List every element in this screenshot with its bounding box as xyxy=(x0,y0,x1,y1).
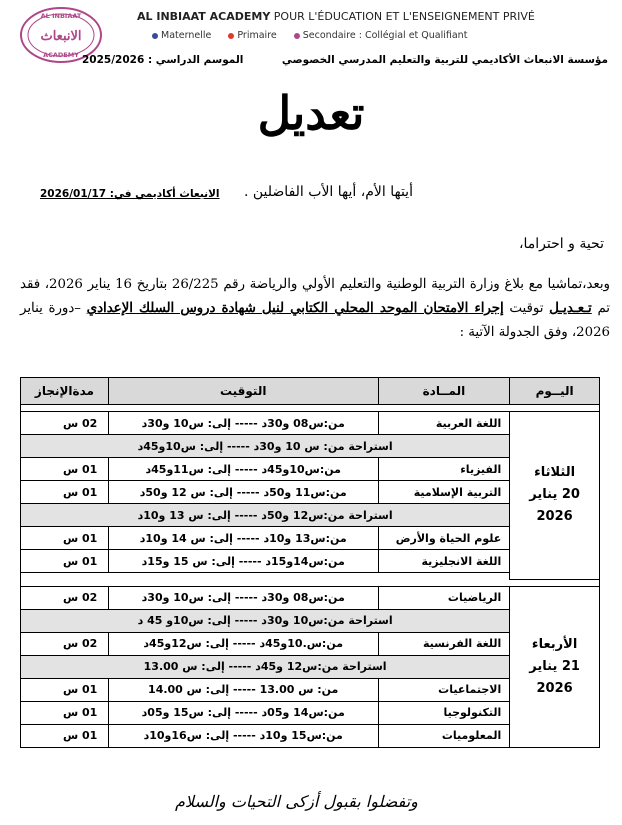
time-cell: من:س08 و30د ----- إلى: س10 و30د xyxy=(108,586,378,609)
duration-cell: 01 س xyxy=(21,458,109,481)
header-timing: التوقيت xyxy=(108,378,378,405)
exam-schedule-table xyxy=(20,377,600,748)
subject-cell: الرياضيات xyxy=(378,586,510,609)
subject-cell: الاجتماعيات xyxy=(378,678,510,701)
duration-cell: 02 س xyxy=(21,412,109,435)
table-row xyxy=(21,412,600,435)
subject-cell: الفيزياء xyxy=(378,458,510,481)
school-season: الموسم الدراسي : 2025/2026 xyxy=(82,54,244,66)
date-line: الانبعاث أكاديمي في: 2026/01/17 xyxy=(40,188,220,200)
institution-name-ar: مؤسسة الانبعاث الأكاديمي للتربية والتعليم المدرسي الخصوصي xyxy=(281,54,608,66)
time-cell: من:س.10و45د ----- إلى: س12و45د xyxy=(108,632,378,655)
break-cell: استراحة من:س10 و30د ----- إلى: س10و 45 د xyxy=(21,609,510,632)
time-cell: من:س10و45د ----- إلى: س11و45د xyxy=(108,458,378,481)
logo-top-text: AL INBIAAT xyxy=(40,12,82,20)
break-cell: استراحة من:س12 و50د ----- إلى: س 13 و10د xyxy=(21,504,510,527)
body-paragraph: وبعد،تماشيا مع بلاغ وزارة التربية الوطنية والتعليم الأولي والرياضة رقم 26/225 بتاريخ 16 يناير 2026، فقد تم تـعـديـل توقيت إجراء الامتحان الموحد المحلي الكتابي لنيل شهادة دروس السلك الإعدادي –دورة يناير 2026، وفق الجدولة الآتية : xyxy=(20,277,611,340)
greeting: تحية و احتراما، xyxy=(519,236,604,252)
addressee-line: أيتها الأم، أيها الأب الفاضلين . xyxy=(244,184,413,200)
duration-cell: 01 س xyxy=(21,527,109,550)
academy-name xyxy=(137,10,535,23)
level-secondaire: Secondaire : Collégial et Qualifiant xyxy=(294,30,468,41)
time-cell: من:س14و15د ----- إلى: س 15 و15د xyxy=(108,550,378,573)
level-primaire: Primaire xyxy=(228,30,276,41)
header-duration: مدةالإنجاز xyxy=(21,378,109,405)
subject-cell: اللغة الانجليزية xyxy=(378,550,510,573)
level-maternelle: Maternelle xyxy=(152,30,211,41)
subject-cell: اللغة الفرنسية xyxy=(378,632,510,655)
header-day: اليــوم xyxy=(510,378,600,405)
time-cell: من: س 13.00 ----- إلى: س 14.00 xyxy=(108,678,378,701)
duration-cell: 01 س xyxy=(21,701,109,724)
page-title: تعديل xyxy=(257,86,365,140)
duration-cell: 01 س xyxy=(21,550,109,573)
closing-line: وتفضلوا بقبول أزكى التحيات والسلام xyxy=(175,792,418,811)
subject-cell: التربية الإسلامية xyxy=(378,481,510,504)
levels-list xyxy=(152,30,481,41)
logo-bottom-text: ACADEMY xyxy=(43,51,79,59)
subject-cell: علوم الحياة والأرض xyxy=(378,527,510,550)
duration-cell: 02 س xyxy=(21,586,109,609)
spacer-row xyxy=(21,579,600,586)
duration-cell: 02 س xyxy=(21,632,109,655)
modification-word: تـعـديـل xyxy=(549,301,592,316)
time-cell: من:س08 و30د ----- إلى: س10 و30د xyxy=(108,412,378,435)
subject-cell: المعلوميات xyxy=(378,724,510,747)
exam-name: إجراء الامتحان الموحد المحلي الكتابي لنيل شهادة دروس السلك الإعدادي xyxy=(86,301,504,316)
academy-name-bold: AL INBIAAT ACADEMY xyxy=(137,10,271,23)
header-subject: المــادة xyxy=(378,378,510,405)
time-cell: من:س15 و10د ----- إلى: س16و10د xyxy=(108,724,378,747)
day-cell-tuesday: الثلاثاء 20 يناير 2026 xyxy=(510,412,600,580)
time-cell: من:س14 و05د ----- إلى: س15 و05د xyxy=(108,701,378,724)
time-cell: من:س11 و50د ----- إلى: س 12 و50د xyxy=(108,481,378,504)
duration-cell: 01 س xyxy=(21,724,109,747)
break-cell: استراحة من: س 10 و30د ----- إلى: س10و45د xyxy=(21,435,510,458)
day-cell-wednesday: الأربعاء 21 يناير 2026 xyxy=(510,586,600,747)
table-header-row xyxy=(21,378,600,405)
subject-cell: التكنولوجيا xyxy=(378,701,510,724)
spacer-row xyxy=(21,405,600,412)
break-cell: استراحة من:س12 و45د ----- إلى: س 13.00 xyxy=(21,655,510,678)
table-row xyxy=(21,586,600,609)
academy-name-suffix: POUR L'ÉDUCATION ET L'ENSEIGNEMENT PRIVÉ xyxy=(270,10,535,23)
duration-cell: 01 س xyxy=(21,678,109,701)
subject-cell: اللغة العربية xyxy=(378,412,510,435)
time-cell: من:س13 و10د ----- إلى: س 14 و10د xyxy=(108,527,378,550)
duration-cell: 01 س xyxy=(21,481,109,504)
bullet-dot-icon xyxy=(152,33,158,39)
bullet-dot-icon xyxy=(294,33,300,39)
logo-center-text: الانبعاث xyxy=(40,29,82,44)
bullet-dot-icon xyxy=(228,33,234,39)
